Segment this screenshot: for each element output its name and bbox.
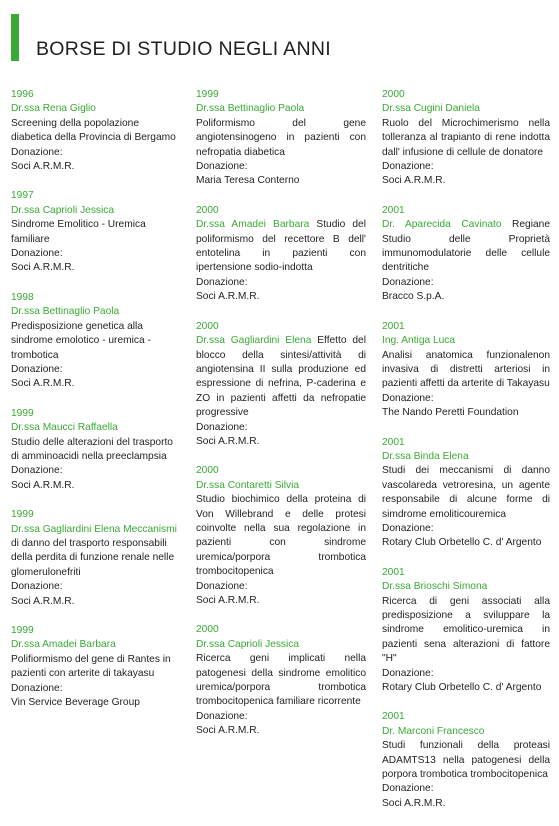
scholarship-entry xyxy=(382,88,550,189)
entry-description: di danno del trasporto responsabili della perdita di funzione renale nelle glomerulonefriti xyxy=(11,537,175,578)
entry-donor: Soci A.R.M.R. xyxy=(196,725,260,737)
scholarship-entry xyxy=(196,623,366,738)
entry-recipient: Dr.ssa Gagliardini Elena xyxy=(196,335,312,347)
entry-recipient: Dr.ssa Binda Elena xyxy=(382,450,469,462)
entry-donor: Rotary Club Orbetello C. d' Argento xyxy=(382,682,542,694)
entry-description: Ricerca di geni associati alla predisposizione a sviluppare la sindrome emolitico-uremica in pazienti sena alterazioni di fattore "H" xyxy=(382,595,550,665)
entry-year: 1999 xyxy=(11,509,34,521)
scholarship-entry xyxy=(11,407,181,493)
accent-bar xyxy=(11,14,19,61)
entry-donor: Soci A.R.M.R. xyxy=(11,595,75,607)
entry-recipient: Dr.ssa Rena Giglio xyxy=(11,103,96,115)
entry-donation-label: Donazione: xyxy=(382,161,434,173)
scholarship-entry xyxy=(382,204,550,305)
entry-description: Ruolo del Microchimerismo nella tolleranza al trapianto di rene indotta dall' infusione di cellule de donatore xyxy=(382,117,550,158)
entry-description: Studi funzionali della proteasi ADAMTS13 nella patogenesi della porpora trombotica trombocitopenica xyxy=(382,740,550,781)
entry-year: 1999 xyxy=(11,625,34,636)
entry-year: 2001 xyxy=(382,320,405,332)
entry-donor: Soci A.R.M.R. xyxy=(11,378,75,390)
entry-year: 2000 xyxy=(196,465,219,477)
entry-donor: Soci A.R.M.R. xyxy=(382,797,446,809)
entry-description: Studio del poliformismo del recettore B dell' entotelina in pazienti con ipertensione sodio-indotta xyxy=(196,219,366,274)
scholarship-entry xyxy=(11,291,181,392)
scholarship-entry xyxy=(11,624,181,710)
scholarship-entry xyxy=(382,710,550,811)
entry-donation-label: Donazione: xyxy=(196,276,248,288)
column-1 xyxy=(11,88,181,725)
entry-year: 2001 xyxy=(382,711,405,723)
entry-recipient: Dr.ssa Contaretti Silvia xyxy=(196,479,300,491)
entry-year: 2001 xyxy=(382,566,405,578)
entry-donor: Soci A.R.M.R. xyxy=(382,175,446,187)
entry-year: 2001 xyxy=(382,436,405,448)
entry-donation-label: Donazione: xyxy=(382,667,434,679)
entry-donor: Soci A.R.M.R. xyxy=(196,291,260,303)
entry-description: Predisposizione genetica alla sindrome emolotico - uremica - trombotica xyxy=(11,320,151,361)
entry-donation-label: Donazione: xyxy=(11,682,63,694)
entry-donor: Soci A.R.M.R. xyxy=(196,595,260,606)
entry-donor: Soci A.R.M.R. xyxy=(196,435,260,447)
entry-recipient: Dr.ssa Cugini Daniela xyxy=(382,103,480,115)
scholarship-entry xyxy=(382,436,550,551)
entry-year: 1999 xyxy=(11,407,34,419)
entry-recipient: Dr.ssa Caprioli Jessica xyxy=(196,638,300,650)
entry-donor: Bracco S.p.A. xyxy=(382,291,445,303)
entry-year: 1998 xyxy=(11,291,34,303)
scholarship-entry xyxy=(196,464,366,608)
entry-year: 1999 xyxy=(196,89,219,100)
entry-recipient: Dr. Marconi Francesco xyxy=(382,725,485,737)
entry-year: 1996 xyxy=(11,89,34,100)
entry-donor: Soci A.R.M.R. xyxy=(11,479,75,491)
entry-description: Sindrome Emolitico - Uremica familiare xyxy=(11,219,146,245)
scholarship-entry xyxy=(11,88,181,174)
entry-description: Studi dei meccanismi di danno vascolareda vetroresina, un agente responsabile di alcune forme di simdrome emoliticouremica xyxy=(382,465,550,520)
scholarship-entry xyxy=(11,508,181,609)
entry-description: Studio biochimico della proteina di Von Willebrand e delle protesi coinvolte nella sua regolazione in pazienti con sindrome uremica/porpora trombotica trombocitopenica xyxy=(196,494,366,578)
entry-year: 1997 xyxy=(11,190,34,202)
entry-donation-label: Donazione: xyxy=(11,248,63,260)
entry-recipient: Dr.ssa Bettinaglio Paola xyxy=(11,306,120,318)
entry-donor: Maria Teresa Conterno xyxy=(196,175,300,187)
entry-recipient: Ing. Antiga Luca xyxy=(382,335,456,347)
entry-donor: Vin Service Beverage Group xyxy=(11,697,140,709)
entry-donor: Rotary Club Orbetello C. d' Argento xyxy=(382,537,542,549)
entry-description: Ricerca geni implicati nella patogenesi della sindrome emolitico uremica/porpora trombotica trombocitopenica familiare ricorrente xyxy=(196,653,366,708)
scholarship-entry xyxy=(382,320,550,421)
entry-donation-label: Donazione: xyxy=(11,465,63,477)
entry-donation-label: Donazione: xyxy=(196,161,248,173)
entry-recipient: Dr.ssa Bettinaglio Paola xyxy=(196,103,305,115)
entry-description: Screening della popolazione diabetica della Provincia di Bergamo xyxy=(11,117,176,144)
column-2 xyxy=(196,88,366,754)
entry-donation-label: Donazione: xyxy=(382,276,434,288)
page-title: BORSE DI STUDIO NEGLI ANNI xyxy=(36,38,331,60)
entry-donation-label: Donazione: xyxy=(382,392,434,404)
scholarship-entry xyxy=(196,88,366,189)
entry-description: Poliformismo del gene angiotensinogeno in pazienti con nefropatia diabetica xyxy=(196,117,366,158)
entry-donation-label: Donazione: xyxy=(196,421,248,433)
entry-year: 2000 xyxy=(382,89,405,100)
entry-donation-label: Donazione: xyxy=(382,783,434,795)
entry-donor: Soci A.R.M.R. xyxy=(11,262,75,274)
entry-donation-label: Donazione: xyxy=(382,522,434,534)
entry-year: 2000 xyxy=(196,204,219,216)
entry-recipient: Dr.ssa Amadei Barbara xyxy=(196,219,310,231)
entry-year: 2001 xyxy=(382,204,405,216)
entry-recipient: Dr. Aparecida Cavinato xyxy=(382,219,502,231)
entry-description: Effetto del blocco della sintesi/attività di angiotensina II sulla produzione ed espressione di nefrina, P-caderina e ZO in pazienti affetti da nefropatie progressive xyxy=(196,335,366,419)
entry-description: Studio delle alterazioni del trasporto di amminoacidi nella preeclampsia xyxy=(11,436,173,462)
entry-recipient: Dr.ssa Amadei Barbara xyxy=(11,639,116,651)
entry-recipient: Dr.ssa Gagliardini Elena Meccanismi xyxy=(11,523,177,535)
entry-year: 2000 xyxy=(196,624,219,636)
column-3 xyxy=(382,88,550,826)
entry-donation-label: Donazione: xyxy=(11,363,63,375)
entry-donation-label: Donazione: xyxy=(196,710,248,722)
entry-description: Analisi anatomica funzionalenon invasiva di distretti arteriosi in pazienti affetti da arterite di Takayasu xyxy=(382,349,550,390)
entry-recipient: Dr.ssa Maucci Raffaella xyxy=(11,422,118,434)
entry-donor: The Nando Peretti Foundation xyxy=(382,407,519,419)
entry-donation-label: Donazione: xyxy=(11,581,63,593)
scholarship-entry xyxy=(382,566,550,696)
entry-donation-label: Donazione: xyxy=(11,146,63,158)
scholarship-entry xyxy=(11,189,181,275)
scholarship-entry xyxy=(196,204,366,305)
entry-donor: Soci A.R.M.R. xyxy=(11,161,75,173)
entry-description: Regiane Studio delle Proprietà immunomodulatorie delle cellule dentritiche xyxy=(382,219,550,274)
entry-description: Polifiormismo del gene di Rantes in pazienti con arterite di takayasu xyxy=(11,653,171,680)
entry-donation-label: Donazione: xyxy=(196,580,248,592)
scholarship-entry xyxy=(196,320,366,450)
entry-year: 2000 xyxy=(196,320,219,332)
entry-recipient: Dr.ssa Caprioli Jessica xyxy=(11,204,115,216)
entry-recipient: Dr.ssa Brioschi Simona xyxy=(382,581,488,593)
